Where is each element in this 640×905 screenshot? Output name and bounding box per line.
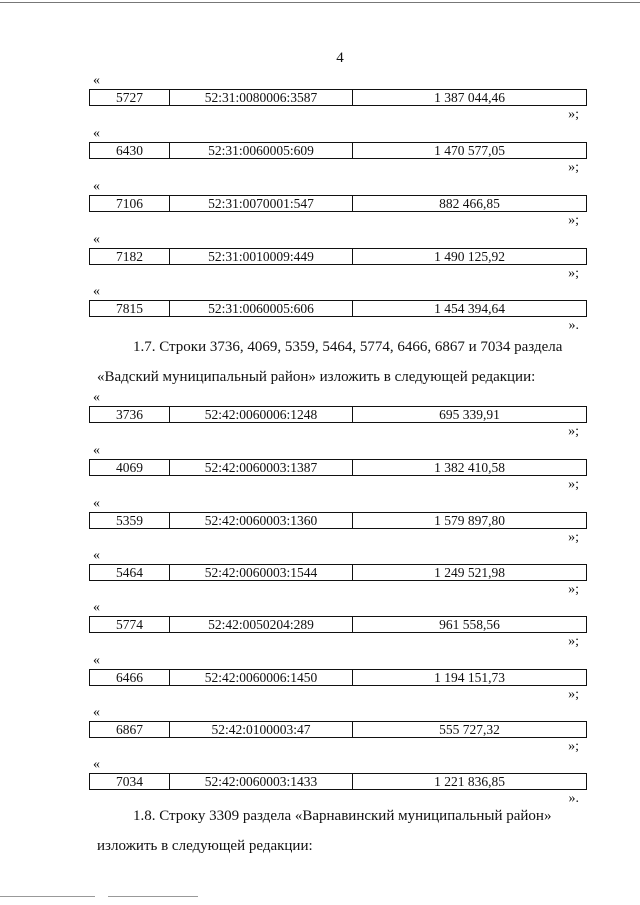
cadastral-value-cell: 1 387 044,46 <box>353 90 587 106</box>
cadastral-number-cell: 52:31:0060005:606 <box>170 301 353 317</box>
opening-quote: « <box>93 548 100 563</box>
line-number-cell: 6867 <box>90 722 170 738</box>
scan-edge-mark <box>0 896 95 897</box>
cadastral-number-cell: 52:31:0060005:609 <box>170 143 353 159</box>
table-row <box>89 406 587 423</box>
line-number-cell: 4069 <box>90 460 170 476</box>
opening-quote: « <box>93 443 100 458</box>
table-entry <box>89 391 585 443</box>
cadastral-number-cell: 52:31:0080006:3587 <box>170 90 353 106</box>
closing-quote: »; <box>568 213 579 228</box>
paragraph-line: «Вадский муниципальный район» изложить в следующей редакции: <box>97 369 536 385</box>
cadastral-value-cell: 1 382 410,58 <box>353 460 587 476</box>
closing-quote: »; <box>568 582 579 597</box>
cadastral-value-cell: 555 727,32 <box>353 722 587 738</box>
opening-quote: « <box>93 496 100 511</box>
paragraph-text: 1.8. Строку 3309 раздела «Варнавинский муниципальный район» <box>133 808 552 824</box>
cadastral-value-cell: 1 470 577,05 <box>353 143 587 159</box>
cadastral-value-cell: 1 194 151,73 <box>353 670 587 686</box>
cadastral-value-cell: 1 490 125,92 <box>353 249 587 265</box>
opening-quote: « <box>93 126 100 141</box>
page-number: 4 <box>336 50 344 66</box>
line-number-cell: 7034 <box>90 774 170 790</box>
closing-quote: »; <box>568 530 579 545</box>
table-row <box>89 459 587 476</box>
opening-quote: « <box>93 284 100 299</box>
scan-edge-mark <box>108 896 198 897</box>
closing-quote: »; <box>568 107 579 122</box>
table-entry <box>89 654 585 706</box>
cadastral-number-cell: 52:42:0060003:1387 <box>170 460 353 476</box>
cadastral-number-cell: 52:42:0100003:47 <box>170 722 353 738</box>
cadastral-number-cell: 52:42:0060006:1450 <box>170 670 353 686</box>
table-row <box>89 721 587 738</box>
table-row <box>89 773 587 790</box>
closing-quote: »; <box>568 160 579 175</box>
opening-quote: « <box>93 232 100 247</box>
line-number-cell: 3736 <box>90 407 170 423</box>
cadastral-value-cell: 961 558,56 <box>353 617 587 633</box>
cadastral-value-cell: 1 221 836,85 <box>353 774 587 790</box>
opening-quote: « <box>93 757 100 772</box>
closing-quote: »; <box>568 687 579 702</box>
table-entry <box>89 497 585 549</box>
table-row <box>89 616 587 633</box>
paragraph-line: изложить в следующей редакции: <box>97 838 313 854</box>
opening-quote: « <box>93 179 100 194</box>
closing-quote: »; <box>568 266 579 281</box>
table-entry <box>89 601 585 653</box>
table-entry <box>89 285 585 337</box>
closing-quote: »; <box>568 477 579 492</box>
line-number-cell: 6430 <box>90 143 170 159</box>
table-entry <box>89 444 585 496</box>
closing-quote: »; <box>568 424 579 439</box>
cadastral-number-cell: 52:42:0050204:289 <box>170 617 353 633</box>
opening-quote: « <box>93 73 100 88</box>
opening-quote: « <box>93 390 100 405</box>
table-entry <box>89 127 585 179</box>
cadastral-value-cell: 882 466,85 <box>353 196 587 212</box>
closing-quote: ». <box>568 791 579 806</box>
table-row <box>89 300 587 317</box>
page-top-edge <box>0 2 640 3</box>
cadastral-value-cell: 1 579 897,80 <box>353 513 587 529</box>
paragraph-1-7 <box>97 332 581 392</box>
cadastral-number-cell: 52:42:0060006:1248 <box>170 407 353 423</box>
line-number-cell: 5464 <box>90 565 170 581</box>
line-number-cell: 7815 <box>90 301 170 317</box>
table-row <box>89 142 587 159</box>
line-number-cell: 5359 <box>90 513 170 529</box>
cadastral-number-cell: 52:42:0060003:1360 <box>170 513 353 529</box>
cadastral-value-cell: 1 249 521,98 <box>353 565 587 581</box>
table-row <box>89 89 587 106</box>
table-row <box>89 195 587 212</box>
line-number-cell: 7182 <box>90 249 170 265</box>
line-number-cell: 5727 <box>90 90 170 106</box>
cadastral-number-cell: 52:31:0010009:449 <box>170 249 353 265</box>
opening-quote: « <box>93 600 100 615</box>
closing-quote: ». <box>568 318 579 333</box>
table-row <box>89 669 587 686</box>
paragraph-text: 1.7. Строки 3736, 4069, 5359, 5464, 5774, 6466, 6867 и 7034 раздела <box>133 339 563 355</box>
line-number-cell: 6466 <box>90 670 170 686</box>
table-entry <box>89 74 585 126</box>
cadastral-value-cell: 1 454 394,64 <box>353 301 587 317</box>
table-entry <box>89 549 585 601</box>
cadastral-number-cell: 52:42:0060003:1433 <box>170 774 353 790</box>
cadastral-value-cell: 695 339,91 <box>353 407 587 423</box>
table-entry <box>89 233 585 285</box>
cadastral-number-cell: 52:42:0060003:1544 <box>170 565 353 581</box>
closing-quote: »; <box>568 634 579 649</box>
line-number-cell: 7106 <box>90 196 170 212</box>
paragraph-1-8 <box>97 801 581 861</box>
table-entry <box>89 180 585 232</box>
table-entry <box>89 706 585 758</box>
table-row <box>89 564 587 581</box>
opening-quote: « <box>93 653 100 668</box>
paragraph-line <box>97 801 581 831</box>
table-row <box>89 512 587 529</box>
cadastral-number-cell: 52:31:0070001:547 <box>170 196 353 212</box>
table-row <box>89 248 587 265</box>
line-number-cell: 5774 <box>90 617 170 633</box>
paragraph-line <box>97 332 581 362</box>
closing-quote: »; <box>568 739 579 754</box>
opening-quote: « <box>93 705 100 720</box>
